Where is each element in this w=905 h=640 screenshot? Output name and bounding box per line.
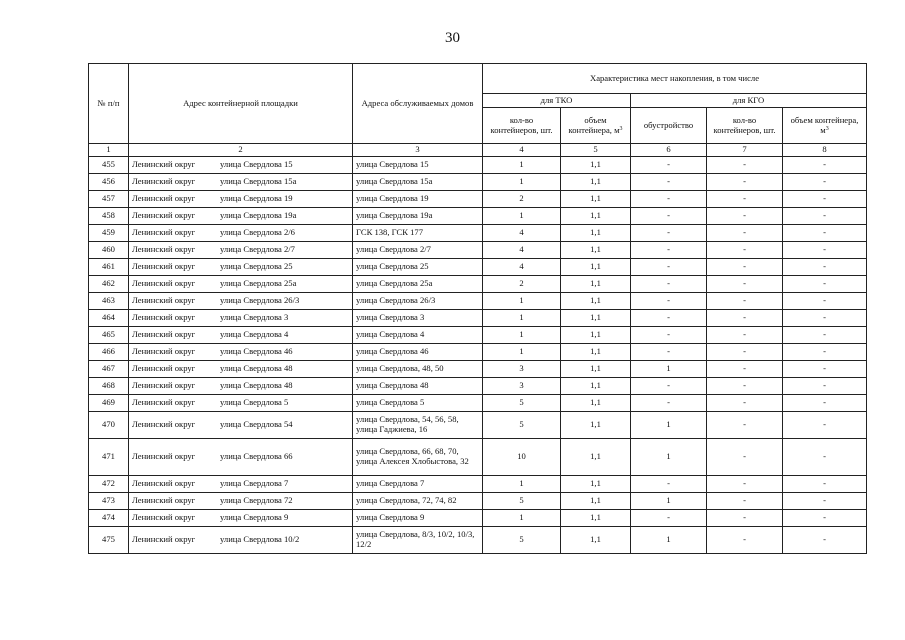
header-kgo-volume-sup: 3 bbox=[825, 125, 829, 132]
tko-count: 5 bbox=[483, 411, 561, 438]
tko-count: 1 bbox=[483, 156, 561, 173]
tko-count: 4 bbox=[483, 258, 561, 275]
col-number: 7 bbox=[707, 144, 783, 157]
row-number: 457 bbox=[89, 190, 129, 207]
table-row bbox=[89, 377, 867, 394]
kgo-count: - bbox=[707, 241, 783, 258]
kgo-count: - bbox=[707, 326, 783, 343]
header-tko: для ТКО bbox=[483, 94, 631, 108]
kgo-volume: - bbox=[783, 526, 867, 553]
street: улица Свердлова 72 bbox=[220, 494, 293, 505]
served-addresses: улица Свердлова 15 bbox=[353, 156, 483, 173]
arrangement: - bbox=[631, 377, 707, 394]
arrangement: - bbox=[631, 224, 707, 241]
tko-count: 2 bbox=[483, 275, 561, 292]
district: Ленинский округ bbox=[132, 260, 196, 271]
row-number: 461 bbox=[89, 258, 129, 275]
kgo-volume: - bbox=[783, 360, 867, 377]
table-row bbox=[89, 492, 867, 509]
arrangement: - bbox=[631, 394, 707, 411]
header-num: № п/п bbox=[89, 64, 129, 144]
col-number: 6 bbox=[631, 144, 707, 157]
kgo-volume: - bbox=[783, 190, 867, 207]
table-row bbox=[89, 275, 867, 292]
street: улица Свердлова 9 bbox=[220, 511, 289, 522]
row-number: 471 bbox=[89, 438, 129, 475]
header-kgo-volume-text: объем контейнера, м bbox=[790, 114, 859, 135]
table-row bbox=[89, 438, 867, 475]
arrangement: - bbox=[631, 309, 707, 326]
kgo-volume: - bbox=[783, 241, 867, 258]
kgo-count: - bbox=[707, 224, 783, 241]
kgo-volume: - bbox=[783, 275, 867, 292]
header-group-title: Характеристика мест накопления, в том числе bbox=[483, 64, 867, 94]
served-addresses: улица Свердлова, 54, 56, 58, улица Гаджиева, 16 bbox=[353, 411, 483, 438]
arrangement: - bbox=[631, 275, 707, 292]
col-number: 5 bbox=[561, 144, 631, 157]
tko-count: 1 bbox=[483, 173, 561, 190]
header-tko-volume-text: объем контейнера, м bbox=[568, 114, 620, 135]
kgo-count: - bbox=[707, 275, 783, 292]
street: улица Свердлова 7 bbox=[220, 477, 289, 488]
table-body bbox=[89, 156, 867, 553]
district: Ленинский округ bbox=[132, 494, 196, 505]
arrangement: - bbox=[631, 343, 707, 360]
kgo-count: - bbox=[707, 207, 783, 224]
tko-volume: 1,1 bbox=[561, 411, 631, 438]
table-row bbox=[89, 241, 867, 258]
district: Ленинский округ bbox=[132, 379, 196, 390]
district: Ленинский округ bbox=[132, 418, 196, 429]
kgo-volume: - bbox=[783, 411, 867, 438]
container-sites-table bbox=[88, 63, 867, 554]
kgo-volume: - bbox=[783, 394, 867, 411]
header-site-address: Адрес контейнерной площадки bbox=[129, 64, 353, 144]
street: улица Свердлова 19 bbox=[220, 192, 293, 203]
tko-volume: 1,1 bbox=[561, 258, 631, 275]
tko-count: 1 bbox=[483, 292, 561, 309]
row-number: 455 bbox=[89, 156, 129, 173]
served-addresses: улица Свердлова 7 bbox=[353, 475, 483, 492]
kgo-volume: - bbox=[783, 207, 867, 224]
header-arrangement: обустройство bbox=[631, 108, 707, 144]
served-addresses: улица Свердлова 4 bbox=[353, 326, 483, 343]
district: Ленинский округ bbox=[132, 511, 196, 522]
street: улица Свердлова 10/2 bbox=[220, 533, 300, 544]
kgo-volume: - bbox=[783, 292, 867, 309]
district: Ленинский округ bbox=[132, 477, 196, 488]
arrangement: - bbox=[631, 258, 707, 275]
arrangement: - bbox=[631, 326, 707, 343]
served-addresses: улица Свердлова 48 bbox=[353, 377, 483, 394]
tko-count: 1 bbox=[483, 509, 561, 526]
kgo-count: - bbox=[707, 475, 783, 492]
kgo-volume: - bbox=[783, 156, 867, 173]
site-address bbox=[129, 411, 353, 438]
site-address bbox=[129, 173, 353, 190]
served-addresses: улица Свердлова 19а bbox=[353, 207, 483, 224]
table-row bbox=[89, 156, 867, 173]
row-number: 468 bbox=[89, 377, 129, 394]
col-number: 4 bbox=[483, 144, 561, 157]
served-addresses: улица Свердлова 9 bbox=[353, 509, 483, 526]
street: улица Свердлова 26/3 bbox=[220, 294, 300, 305]
row-number: 472 bbox=[89, 475, 129, 492]
served-addresses: улица Свердлова, 72, 74, 82 bbox=[353, 492, 483, 509]
tko-volume: 1,1 bbox=[561, 224, 631, 241]
district: Ленинский округ bbox=[132, 533, 196, 544]
kgo-volume: - bbox=[783, 224, 867, 241]
table-row bbox=[89, 309, 867, 326]
served-addresses: улица Свердлова 26/3 bbox=[353, 292, 483, 309]
arrangement: 1 bbox=[631, 360, 707, 377]
table-row bbox=[89, 526, 867, 553]
street: улица Свердлова 2/6 bbox=[220, 226, 295, 237]
served-addresses: ГСК 138, ГСК 177 bbox=[353, 224, 483, 241]
kgo-volume: - bbox=[783, 173, 867, 190]
row-number: 459 bbox=[89, 224, 129, 241]
tko-volume: 1,1 bbox=[561, 343, 631, 360]
row-number: 466 bbox=[89, 343, 129, 360]
street: улица Свердлова 48 bbox=[220, 362, 293, 373]
arrangement: - bbox=[631, 190, 707, 207]
served-addresses: улица Свердлова 5 bbox=[353, 394, 483, 411]
tko-count: 2 bbox=[483, 190, 561, 207]
tko-volume: 1,1 bbox=[561, 309, 631, 326]
tko-volume: 1,1 bbox=[561, 190, 631, 207]
tko-count: 1 bbox=[483, 309, 561, 326]
kgo-count: - bbox=[707, 411, 783, 438]
header-served-addresses: Адреса обслуживаемых домов bbox=[353, 64, 483, 144]
kgo-count: - bbox=[707, 509, 783, 526]
header-tko-count: кол-во контейнеров, шт. bbox=[483, 108, 561, 144]
site-address bbox=[129, 224, 353, 241]
street: улица Свердлова 2/7 bbox=[220, 243, 295, 254]
served-addresses: улица Свердлова 2/7 bbox=[353, 241, 483, 258]
tko-volume: 1,1 bbox=[561, 492, 631, 509]
row-number: 475 bbox=[89, 526, 129, 553]
site-address bbox=[129, 475, 353, 492]
kgo-count: - bbox=[707, 173, 783, 190]
kgo-volume: - bbox=[783, 509, 867, 526]
street: улица Свердлова 15а bbox=[220, 175, 297, 186]
tko-volume: 1,1 bbox=[561, 173, 631, 190]
site-address bbox=[129, 377, 353, 394]
kgo-count: - bbox=[707, 258, 783, 275]
street: улица Свердлова 4 bbox=[220, 328, 289, 339]
row-number: 462 bbox=[89, 275, 129, 292]
tko-count: 5 bbox=[483, 394, 561, 411]
district: Ленинский округ bbox=[132, 345, 196, 356]
served-addresses: улица Свердлова 3 bbox=[353, 309, 483, 326]
kgo-volume: - bbox=[783, 309, 867, 326]
kgo-count: - bbox=[707, 360, 783, 377]
tko-volume: 1,1 bbox=[561, 156, 631, 173]
arrangement: 1 bbox=[631, 438, 707, 475]
tko-volume: 1,1 bbox=[561, 377, 631, 394]
site-address bbox=[129, 190, 353, 207]
kgo-volume: - bbox=[783, 343, 867, 360]
table-row bbox=[89, 207, 867, 224]
tko-count: 1 bbox=[483, 475, 561, 492]
street: улица Свердлова 66 bbox=[220, 450, 293, 461]
tko-count: 1 bbox=[483, 343, 561, 360]
table-row bbox=[89, 326, 867, 343]
row-number: 464 bbox=[89, 309, 129, 326]
kgo-count: - bbox=[707, 156, 783, 173]
served-addresses: улица Свердлова, 66, 68, 70, улица Алексея Хлобыстова, 32 bbox=[353, 438, 483, 475]
kgo-count: - bbox=[707, 492, 783, 509]
served-addresses: улица Свердлова 46 bbox=[353, 343, 483, 360]
arrangement: - bbox=[631, 241, 707, 258]
street: улица Свердлова 15 bbox=[220, 158, 293, 169]
tko-count: 5 bbox=[483, 526, 561, 553]
arrangement: - bbox=[631, 475, 707, 492]
table-row bbox=[89, 224, 867, 241]
street: улица Свердлова 25а bbox=[220, 277, 297, 288]
site-address bbox=[129, 526, 353, 553]
arrangement: - bbox=[631, 173, 707, 190]
kgo-count: - bbox=[707, 343, 783, 360]
row-number: 456 bbox=[89, 173, 129, 190]
site-address bbox=[129, 258, 353, 275]
kgo-volume: - bbox=[783, 326, 867, 343]
table-row bbox=[89, 258, 867, 275]
kgo-count: - bbox=[707, 377, 783, 394]
kgo-count: - bbox=[707, 526, 783, 553]
served-addresses: улица Свердлова 25 bbox=[353, 258, 483, 275]
district: Ленинский округ bbox=[132, 226, 196, 237]
street: улица Свердлова 5 bbox=[220, 396, 289, 407]
served-addresses: улица Свердлова, 8/3, 10/2, 10/3, 12/2 bbox=[353, 526, 483, 553]
arrangement: 1 bbox=[631, 411, 707, 438]
district: Ленинский округ bbox=[132, 450, 196, 461]
street: улица Свердлова 3 bbox=[220, 311, 289, 322]
row-number: 467 bbox=[89, 360, 129, 377]
kgo-count: - bbox=[707, 190, 783, 207]
served-addresses: улица Свердлова, 48, 50 bbox=[353, 360, 483, 377]
street: улица Свердлова 25 bbox=[220, 260, 293, 271]
tko-count: 10 bbox=[483, 438, 561, 475]
col-number: 2 bbox=[129, 144, 353, 157]
table-row bbox=[89, 360, 867, 377]
tko-volume: 1,1 bbox=[561, 292, 631, 309]
district: Ленинский округ bbox=[132, 175, 196, 186]
row-number: 458 bbox=[89, 207, 129, 224]
col-number: 1 bbox=[89, 144, 129, 157]
kgo-count: - bbox=[707, 292, 783, 309]
tko-count: 1 bbox=[483, 326, 561, 343]
tko-volume: 1,1 bbox=[561, 526, 631, 553]
served-addresses: улица Свердлова 15а bbox=[353, 173, 483, 190]
tko-count: 3 bbox=[483, 360, 561, 377]
site-address bbox=[129, 309, 353, 326]
table-row bbox=[89, 509, 867, 526]
tko-volume: 1,1 bbox=[561, 360, 631, 377]
street: улица Свердлова 54 bbox=[220, 418, 293, 429]
kgo-volume: - bbox=[783, 258, 867, 275]
district: Ленинский округ bbox=[132, 243, 196, 254]
table-row bbox=[89, 394, 867, 411]
row-number: 469 bbox=[89, 394, 129, 411]
site-address bbox=[129, 326, 353, 343]
table-row bbox=[89, 343, 867, 360]
row-number: 460 bbox=[89, 241, 129, 258]
arrangement: - bbox=[631, 292, 707, 309]
site-address bbox=[129, 438, 353, 475]
kgo-volume: - bbox=[783, 475, 867, 492]
site-address bbox=[129, 207, 353, 224]
arrangement: - bbox=[631, 207, 707, 224]
tko-volume: 1,1 bbox=[561, 438, 631, 475]
site-address bbox=[129, 156, 353, 173]
column-numbers-row bbox=[89, 144, 867, 157]
tko-volume: 1,1 bbox=[561, 275, 631, 292]
site-address bbox=[129, 360, 353, 377]
kgo-count: - bbox=[707, 394, 783, 411]
col-number: 3 bbox=[353, 144, 483, 157]
tko-count: 4 bbox=[483, 224, 561, 241]
tko-count: 5 bbox=[483, 492, 561, 509]
district: Ленинский округ bbox=[132, 158, 196, 169]
site-address bbox=[129, 292, 353, 309]
table-row bbox=[89, 190, 867, 207]
row-number: 473 bbox=[89, 492, 129, 509]
header-tko-volume-sup: 3 bbox=[619, 125, 623, 132]
tko-volume: 1,1 bbox=[561, 241, 631, 258]
tko-volume: 1,1 bbox=[561, 509, 631, 526]
street: улица Свердлова 48 bbox=[220, 379, 293, 390]
site-address bbox=[129, 241, 353, 258]
arrangement: 1 bbox=[631, 492, 707, 509]
tko-count: 1 bbox=[483, 207, 561, 224]
page-number: 30 bbox=[445, 30, 460, 46]
district: Ленинский округ bbox=[132, 362, 196, 373]
district: Ленинский округ bbox=[132, 396, 196, 407]
district: Ленинский округ bbox=[132, 192, 196, 203]
served-addresses: улица Свердлова 25а bbox=[353, 275, 483, 292]
kgo-volume: - bbox=[783, 377, 867, 394]
header-tko-volume bbox=[561, 108, 631, 144]
district: Ленинский округ bbox=[132, 294, 196, 305]
street: улица Свердлова 19а bbox=[220, 209, 297, 220]
table-row bbox=[89, 411, 867, 438]
header-kgo-count: кол-во контейнеров, шт. bbox=[707, 108, 783, 144]
site-address bbox=[129, 275, 353, 292]
arrangement: - bbox=[631, 156, 707, 173]
header-kgo-volume bbox=[783, 108, 867, 144]
col-number: 8 bbox=[783, 144, 867, 157]
table-row bbox=[89, 173, 867, 190]
tko-count: 4 bbox=[483, 241, 561, 258]
served-addresses: улица Свердлова 19 bbox=[353, 190, 483, 207]
district: Ленинский округ bbox=[132, 209, 196, 220]
kgo-volume: - bbox=[783, 492, 867, 509]
site-address bbox=[129, 509, 353, 526]
site-address bbox=[129, 492, 353, 509]
tko-volume: 1,1 bbox=[561, 207, 631, 224]
row-number: 474 bbox=[89, 509, 129, 526]
table-row bbox=[89, 292, 867, 309]
kgo-volume: - bbox=[783, 438, 867, 475]
tko-volume: 1,1 bbox=[561, 475, 631, 492]
district: Ленинский округ bbox=[132, 277, 196, 288]
tko-volume: 1,1 bbox=[561, 326, 631, 343]
kgo-count: - bbox=[707, 438, 783, 475]
tko-count: 3 bbox=[483, 377, 561, 394]
site-address bbox=[129, 394, 353, 411]
table-row bbox=[89, 475, 867, 492]
site-address bbox=[129, 343, 353, 360]
kgo-count: - bbox=[707, 309, 783, 326]
arrangement: 1 bbox=[631, 526, 707, 553]
row-number: 465 bbox=[89, 326, 129, 343]
row-number: 463 bbox=[89, 292, 129, 309]
street: улица Свердлова 46 bbox=[220, 345, 293, 356]
district: Ленинский округ bbox=[132, 328, 196, 339]
row-number: 470 bbox=[89, 411, 129, 438]
header-kgo: для КГО bbox=[631, 94, 867, 108]
arrangement: - bbox=[631, 509, 707, 526]
district: Ленинский округ bbox=[132, 311, 196, 322]
tko-volume: 1,1 bbox=[561, 394, 631, 411]
